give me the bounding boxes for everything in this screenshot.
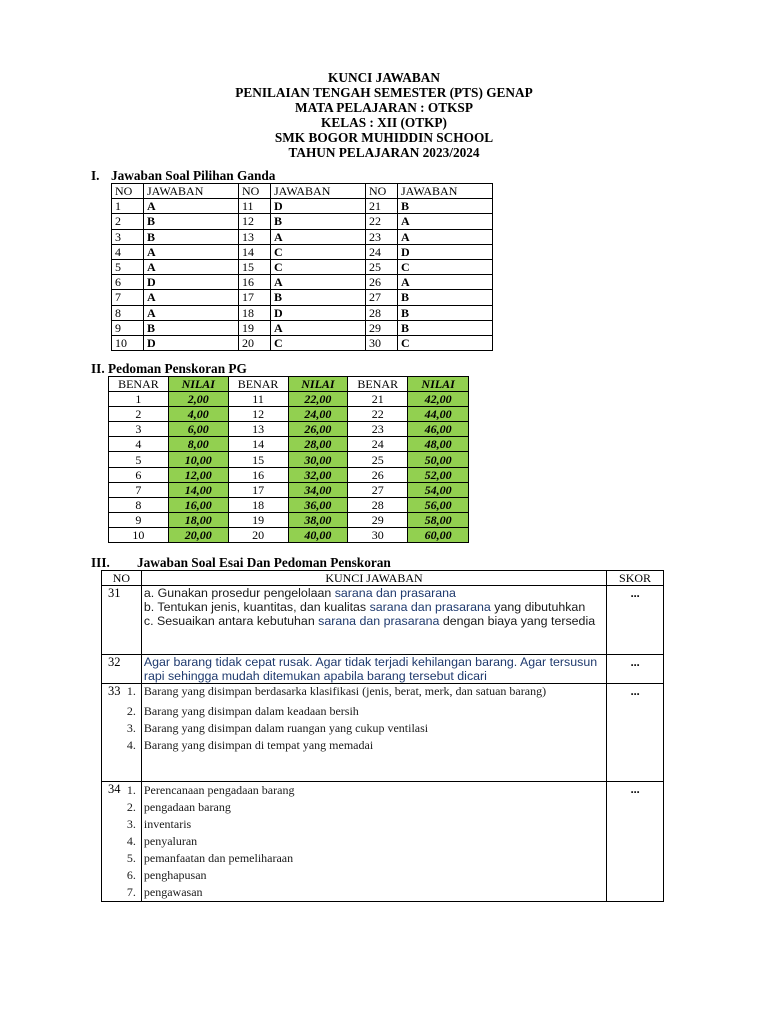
answer-key: B [144,229,239,244]
correct-count: 5 [109,452,169,467]
list-number: 4. [126,834,136,848]
correct-count: 6 [109,467,169,482]
answer-key: B [398,320,493,335]
correct-count: 8 [109,497,169,512]
answer-key: C [271,244,366,259]
header-class: KELAS : XII (OTKP) [321,115,447,130]
question-number: 18 [239,305,271,320]
answer-key: D [271,305,366,320]
score-value: 38,00 [288,512,348,527]
score-value: 50,00 [408,452,469,467]
table-row [109,422,469,437]
header-year: TAHUN PELAJARAN 2023/2024 [288,145,480,160]
question-number: 30 [366,335,398,350]
answer-key: A [271,320,366,335]
table-header-row [109,377,469,392]
score-value: 56,00 [408,497,469,512]
answer-text: a. Gunakan prosedur pengelolaan [143,586,335,600]
table-row [112,275,493,290]
essay-number-text: 33 [108,684,121,698]
question-number: 15 [239,259,271,274]
table-row [109,467,469,482]
table-row [109,527,469,542]
correct-count: 22 [348,407,408,422]
correct-count: 15 [228,452,288,467]
answer-text: b. Tentukan jenis, kuantitas, dan kualitas [143,600,370,614]
correct-count: 26 [348,467,408,482]
score-value: 36,00 [288,497,348,512]
list-text: pengadaan barang [143,800,231,814]
list-text: penyaluran [143,834,198,848]
list-item [126,737,603,754]
question-number: 4 [112,244,144,259]
list-text: Barang yang disimpan di tempat yang memadai [143,738,374,752]
question-number: 6 [112,275,144,290]
essay-score: ... [607,655,664,684]
score-value: 28,00 [288,437,348,452]
question-number: 1 [112,199,144,214]
answer-key: C [398,259,493,274]
answer-key: A [271,229,366,244]
correct-count: 1 [109,392,169,407]
list-text: Barang yang disimpan dalam keadaan bersih [143,704,359,718]
essay-number: 32 [102,655,142,684]
table-row [112,305,493,320]
correct-count: 3 [109,422,169,437]
correct-count: 24 [348,437,408,452]
question-number: 8 [112,305,144,320]
score-value: 46,00 [408,422,469,437]
answer-key: B [271,214,366,229]
score-value: 10,00 [168,452,228,467]
correct-count: 10 [109,527,169,542]
list-number: 3. [126,817,136,831]
list-text: Barang yang disimpan berdasarka klasifikasi (jenis, berat, merk, dan satuan barang) [143,684,547,698]
table-row [112,320,493,335]
answer-text: dengan biaya yang tersedia [439,614,596,628]
question-number: 13 [239,229,271,244]
correct-count: 11 [228,392,288,407]
correct-count: 23 [348,422,408,437]
question-number: 20 [239,335,271,350]
essay-row-34 [102,782,664,902]
list-item [126,720,603,737]
question-number: 17 [239,290,271,305]
col-no: NO [102,571,142,586]
col-benar: BENAR [228,377,288,392]
question-number: 21 [366,199,398,214]
answer-key: C [271,259,366,274]
table-row [112,244,493,259]
answer-text: c. Sesuaikan antara kebutuhan [143,614,319,628]
section-3-label: Jawaban Soal Esai Dan Pedoman Penskoran [137,555,391,570]
list-number: 7. [126,885,136,899]
score-value: 26,00 [288,422,348,437]
list-item [126,850,603,867]
table-row [109,392,469,407]
correct-count: 28 [348,497,408,512]
document-header [0,70,768,160]
list-number: 1. [126,783,136,797]
correct-count: 25 [348,452,408,467]
question-number: 22 [366,214,398,229]
answer-key: D [144,275,239,290]
table-row [112,214,493,229]
answer-highlight: sarana dan prasarana [369,600,491,614]
correct-count: 17 [228,482,288,497]
correct-count: 16 [228,467,288,482]
correct-count: 7 [109,482,169,497]
answer-key: A [144,244,239,259]
answer-highlight: sarana dan prasarana [334,586,456,600]
essay-number: 31 [102,586,142,655]
score-value: 48,00 [408,437,469,452]
table-row [112,335,493,350]
essay-answer [126,782,606,902]
list-number: 5. [126,851,136,865]
score-value: 12,00 [168,467,228,482]
table-row [109,497,469,512]
question-number: 9 [112,320,144,335]
question-number: 24 [366,244,398,259]
score-value: 30,00 [288,452,348,467]
list-item [126,884,603,901]
list-item [126,703,603,720]
correct-count: 21 [348,392,408,407]
question-number: 16 [239,275,271,290]
list-number: 2. [126,704,136,718]
list-item [126,833,603,850]
question-number: 12 [239,214,271,229]
section-3-number: III. [91,555,110,570]
answer-key: A [144,259,239,274]
answer-list [126,782,603,901]
answer-key: A [398,275,493,290]
section-1-title [91,168,275,184]
score-value: 8,00 [168,437,228,452]
list-text: pengawasan [143,885,203,899]
answer-key: B [144,214,239,229]
essay-score: ... [607,782,664,902]
question-number: 26 [366,275,398,290]
score-value: 16,00 [168,497,228,512]
list-number: 1. [126,684,136,698]
col-jawaban: JAWABAN [398,184,493,199]
score-value: 18,00 [168,512,228,527]
answer-key: A [398,229,493,244]
table-row [112,199,493,214]
essay-answer [141,655,606,684]
score-value: 44,00 [408,407,469,422]
col-nilai: NILAI [408,377,469,392]
correct-count: 9 [109,512,169,527]
score-value: 40,00 [288,527,348,542]
correct-count: 4 [109,437,169,452]
question-number: 23 [366,229,398,244]
answer-text: Agar barang tidak cepat rusak. Agar tidak terjadi kehilangan barang. Agar tersusun rapi sehingga mudah ditemukan apabila barang tersebut dicari [143,655,598,683]
col-no: NO [366,184,398,199]
col-skor: SKOR [607,571,664,586]
question-number: 10 [112,335,144,350]
essay-answer [126,684,606,782]
correct-count: 20 [228,527,288,542]
score-value: 4,00 [168,407,228,422]
answer-text: yang dibutuhkan [490,600,586,614]
question-number: 2 [112,214,144,229]
header-school: SMK BOGOR MUHIDDIN SCHOOL [274,130,494,145]
score-value: 52,00 [408,467,469,482]
essay-row-32 [102,655,664,684]
question-number: 11 [239,199,271,214]
table-row [109,437,469,452]
answer-highlight: sarana dan prasarana [318,614,440,628]
table-row [112,229,493,244]
col-no: NO [112,184,144,199]
correct-count: 27 [348,482,408,497]
score-value: 42,00 [408,392,469,407]
list-text: penghapusan [143,868,207,882]
answer-key: D [398,244,493,259]
score-value: 20,00 [168,527,228,542]
header-subject: MATA PELAJARAN : OTKSP [295,100,473,115]
score-value: 54,00 [408,482,469,497]
essay-score: ... [607,586,664,655]
question-number: 29 [366,320,398,335]
answer-list [126,684,603,754]
col-benar: BENAR [348,377,408,392]
question-number: 7 [112,290,144,305]
table-header-row [102,571,664,586]
score-value: 14,00 [168,482,228,497]
list-number: 6. [126,868,136,882]
essay-row-33 [102,684,664,782]
list-item [126,816,603,833]
question-number: 28 [366,305,398,320]
list-item [126,799,603,816]
question-number: 19 [239,320,271,335]
score-value: 6,00 [168,422,228,437]
answer-key: C [271,335,366,350]
col-jawaban: JAWABAN [271,184,366,199]
correct-count: 12 [228,407,288,422]
answer-line-a [144,586,603,600]
list-item [126,867,603,884]
answer-key: B [398,305,493,320]
answer-key: A [271,275,366,290]
correct-count: 14 [228,437,288,452]
answer-key: D [271,199,366,214]
col-benar: BENAR [109,377,169,392]
multiple-choice-answer-table [111,183,493,351]
section-1-number: I. [91,168,100,183]
col-nilai: NILAI [168,377,228,392]
section-1-label: Jawaban Soal Pilihan Ganda [111,168,276,183]
col-kunci-jawaban: KUNCI JAWABAN [141,571,606,586]
correct-count: 2 [109,407,169,422]
correct-count: 30 [348,527,408,542]
col-nilai: NILAI [288,377,348,392]
correct-count: 29 [348,512,408,527]
correct-count: 13 [228,422,288,437]
list-number: 2. [126,800,136,814]
table-row [109,482,469,497]
table-row [109,452,469,467]
section-3-title [91,555,391,571]
score-value: 2,00 [168,392,228,407]
score-value: 34,00 [288,482,348,497]
list-text: pemanfaatan dan pemeliharaan [143,851,294,865]
table-row [109,407,469,422]
pg-scoring-table [108,376,469,543]
table-row [112,290,493,305]
score-value: 32,00 [288,467,348,482]
answer-key: B [144,320,239,335]
essay-score: ... [607,684,664,782]
question-number: 3 [112,229,144,244]
answer-key: B [398,290,493,305]
essay-answer [141,586,606,655]
essay-number-text: 34 [108,782,121,796]
answer-line-c [144,614,603,628]
list-number: 3. [126,721,136,735]
table-header-row [112,184,493,199]
answer-key: B [271,290,366,305]
correct-count: 19 [228,512,288,527]
question-number: 25 [366,259,398,274]
list-number: 4. [126,738,136,752]
answer-line-b [144,600,603,614]
answer-key: A [144,305,239,320]
question-number: 14 [239,244,271,259]
list-text: inventaris [143,817,192,831]
score-value: 24,00 [288,407,348,422]
list-item [126,684,603,703]
answer-key: A [144,290,239,305]
essay-answer-table [101,570,664,902]
section-2-title: II. Pedoman Penskoran PG [91,361,247,376]
list-text: Perencanaan pengadaan barang [143,783,295,797]
answer-key: A [144,199,239,214]
score-value: 22,00 [288,392,348,407]
score-value: 58,00 [408,512,469,527]
answer-key: D [144,335,239,350]
question-number: 27 [366,290,398,305]
score-value: 60,00 [408,527,469,542]
header-exam: PENILAIAN TENGAH SEMESTER (PTS) GENAP [235,85,533,100]
col-jawaban: JAWABAN [144,184,239,199]
table-row [112,259,493,274]
list-text: Barang yang disimpan dalam ruangan yang cukup ventilasi [143,721,429,735]
answer-key: B [398,199,493,214]
list-item [126,782,603,799]
correct-count: 18 [228,497,288,512]
answer-key: C [398,335,493,350]
header-title: KUNCI JAWABAN [328,70,440,85]
table-row [109,512,469,527]
col-no: NO [239,184,271,199]
answer-key: A [398,214,493,229]
question-number: 5 [112,259,144,274]
essay-row-31 [102,586,664,655]
